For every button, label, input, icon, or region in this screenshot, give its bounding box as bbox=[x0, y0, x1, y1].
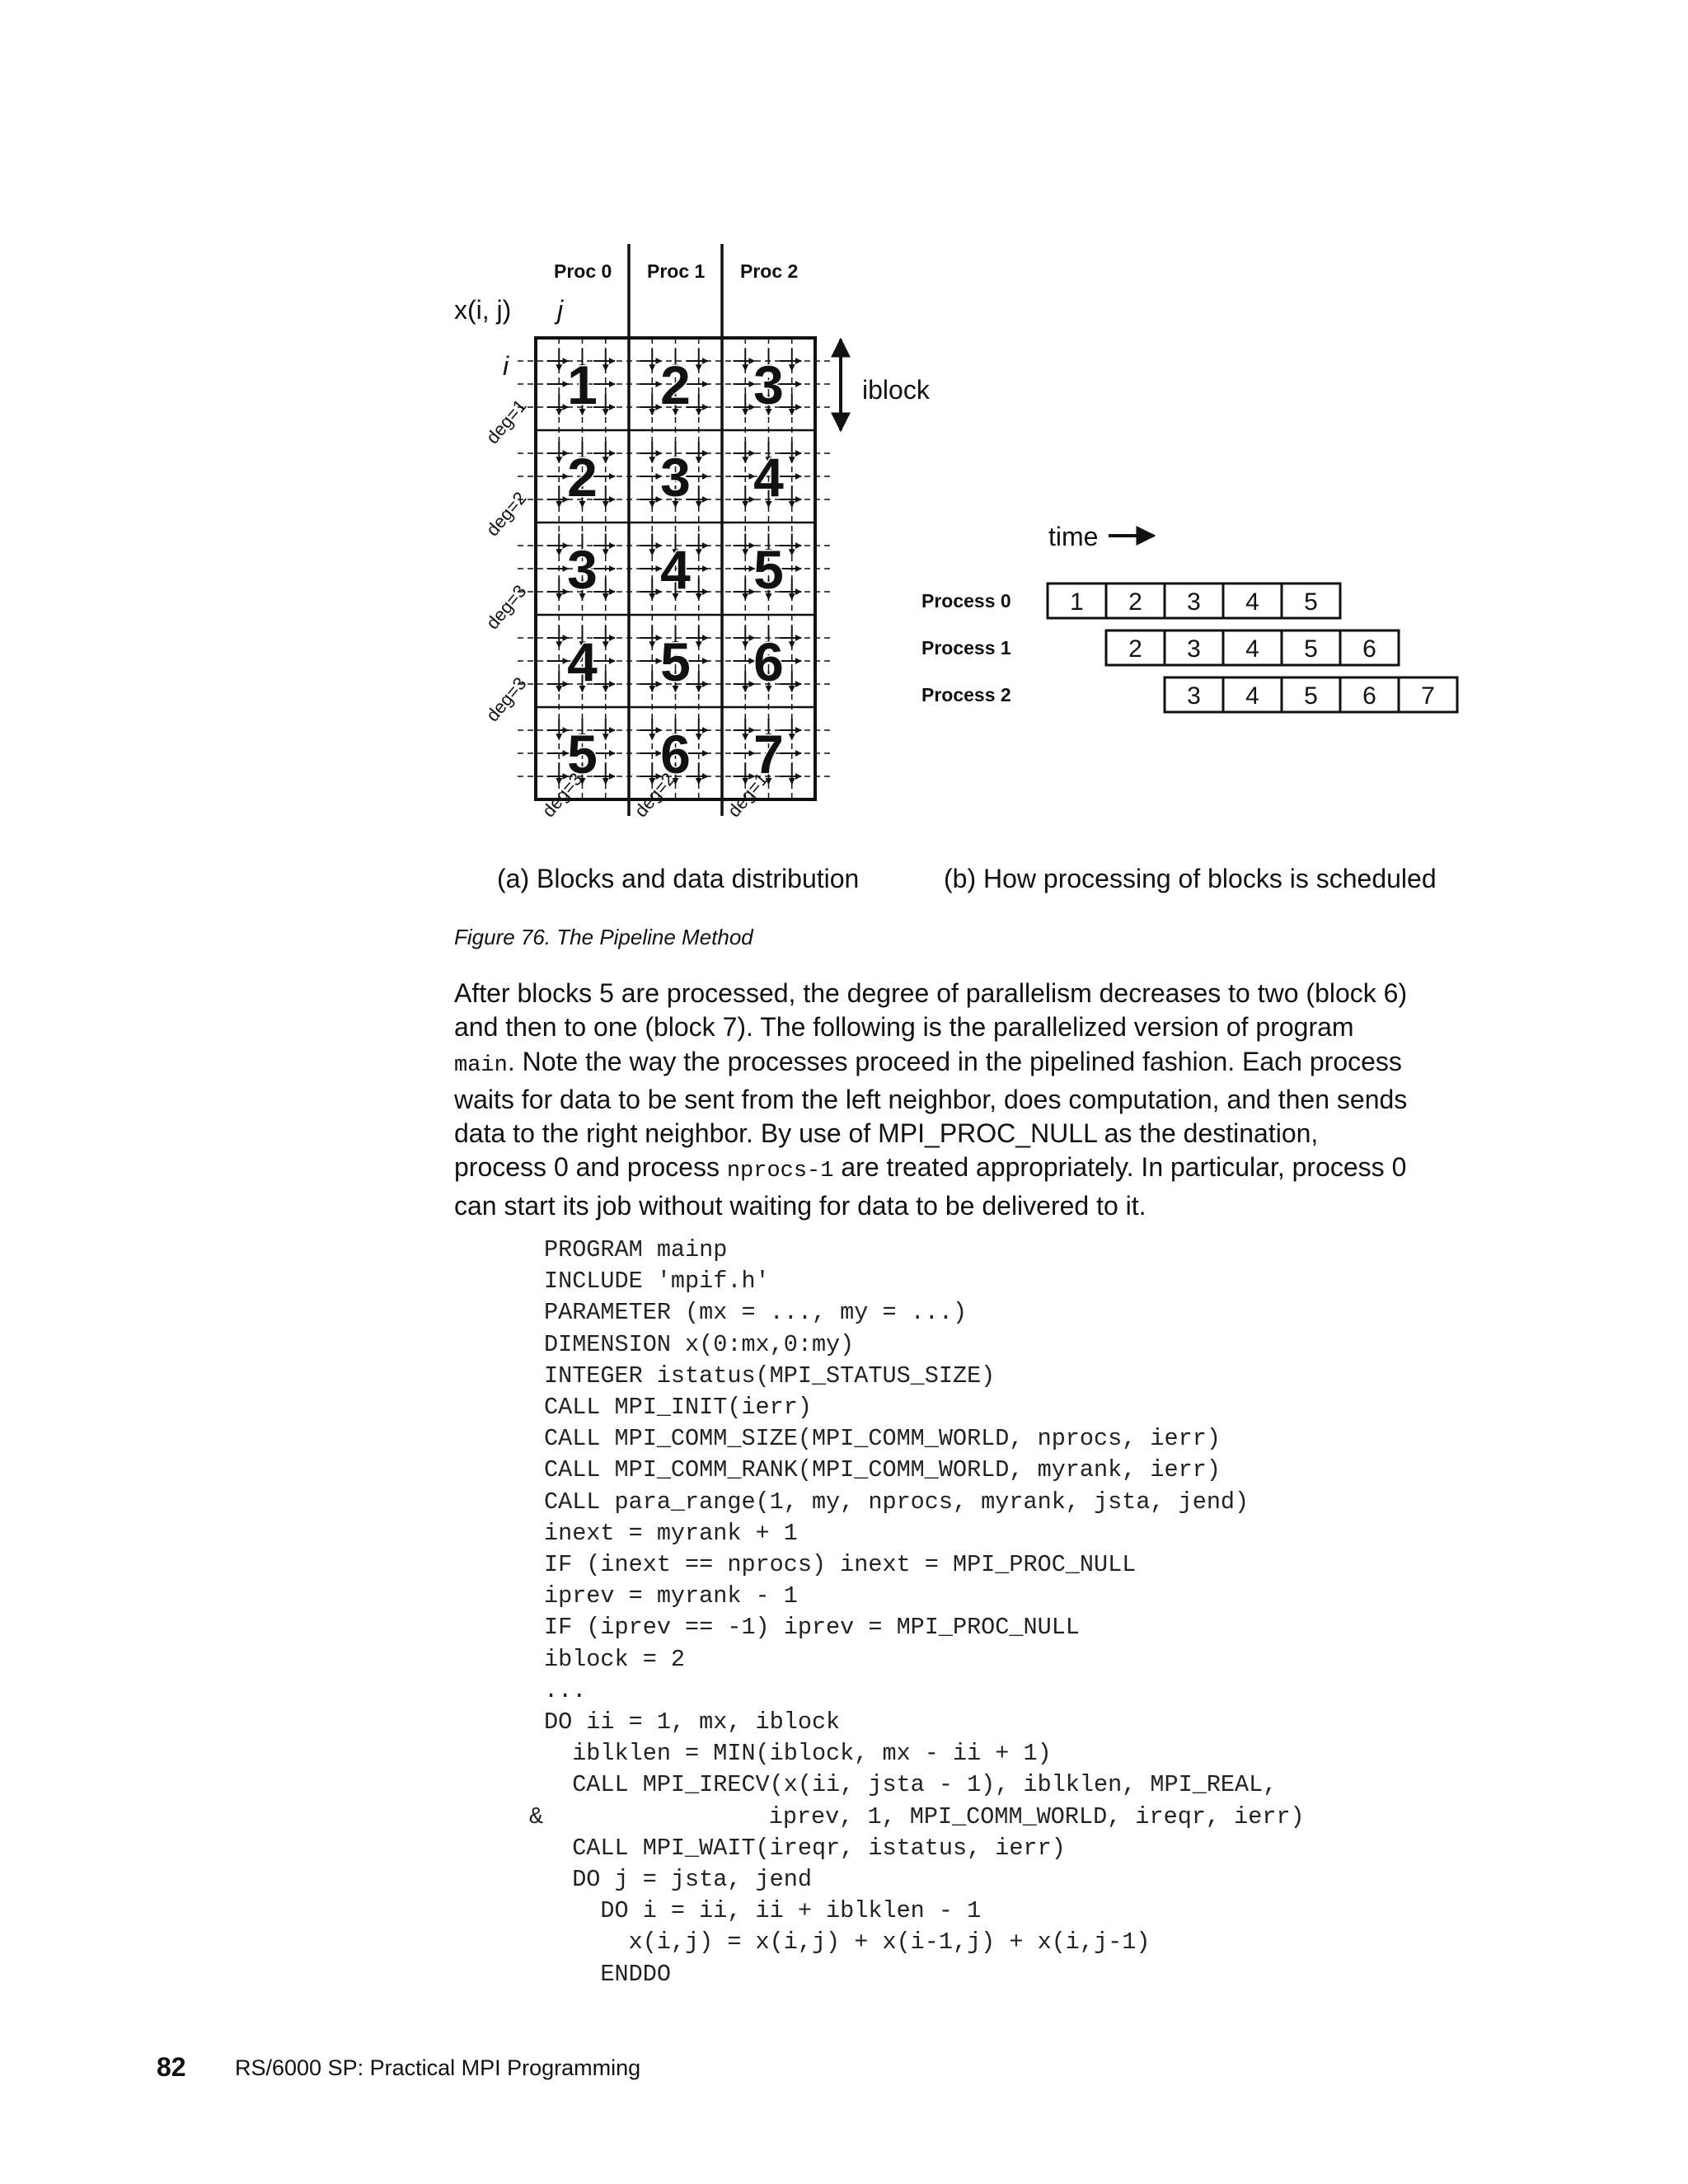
code-line: IF (inext == nprocs) inext = MPI_PROC_NULL bbox=[544, 1551, 1137, 1579]
page-number: 82 bbox=[157, 2052, 186, 2082]
i-axis-label: i bbox=[503, 351, 509, 381]
schedule-chart bbox=[921, 522, 1457, 712]
proc-1-label: Proc 1 bbox=[647, 260, 706, 282]
code-line: CALL para_range(1, my, nprocs, myrank, jsta, jend) bbox=[544, 1488, 1250, 1516]
code-line: iblklen = MIN(iblock, mx - ii + 1) bbox=[544, 1740, 1052, 1768]
code-line: CALL MPI_INIT(ierr) bbox=[544, 1394, 812, 1422]
schedule-block-number: 3 bbox=[1187, 682, 1201, 710]
block-number: 4 bbox=[753, 447, 784, 508]
grid-labels bbox=[454, 260, 931, 821]
deg-label-col-1: deg=3 bbox=[537, 768, 587, 822]
block-number: 1 bbox=[567, 354, 598, 415]
subcaption-b: (b) How processing of blocks is scheduled bbox=[944, 864, 1437, 893]
block-number: 3 bbox=[753, 354, 784, 415]
block-number: 4 bbox=[660, 539, 691, 600]
body-paragraph bbox=[454, 977, 1484, 1223]
code-line: ENDDO bbox=[544, 1960, 671, 1988]
schedule-block-number: 2 bbox=[1128, 588, 1142, 616]
code-line: DO ii = 1, mx, iblock bbox=[544, 1708, 841, 1736]
block-number: 6 bbox=[753, 631, 784, 692]
time-label: time bbox=[1048, 522, 1099, 551]
block-grid bbox=[518, 244, 833, 816]
schedule-block-number: 2 bbox=[1128, 635, 1142, 663]
schedule-block-number: 4 bbox=[1245, 588, 1259, 616]
code-line: PROGRAM mainp bbox=[544, 1236, 728, 1263]
deg-label-row-3: deg=3 bbox=[481, 580, 531, 634]
code-line: IF (iprev == -1) iprev = MPI_PROC_NULL bbox=[544, 1614, 1080, 1642]
code-listing bbox=[529, 1235, 1305, 1990]
inline-code-main: main bbox=[454, 1052, 508, 1078]
deg-label-row-2: deg=2 bbox=[481, 487, 531, 541]
figure-caption: Figure 76. The Pipeline Method bbox=[454, 925, 753, 949]
deg-label-row-4: deg=3 bbox=[481, 673, 531, 726]
process-label-2: Process 2 bbox=[921, 684, 1011, 705]
deg-label-col-3: deg=1 bbox=[723, 768, 772, 822]
process-label-1: Process 1 bbox=[921, 637, 1011, 658]
j-axis-label: j bbox=[557, 295, 564, 325]
code-line: INTEGER istatus(MPI_STATUS_SIZE) bbox=[544, 1361, 996, 1390]
inline-code-nprocs: nprocs-1 bbox=[726, 1159, 834, 1184]
block-number: 2 bbox=[660, 354, 691, 415]
code-line: INCLUDE 'mpif.h' bbox=[544, 1268, 770, 1296]
block-number: 5 bbox=[567, 724, 598, 785]
deg-label-col-2: deg=2 bbox=[630, 768, 679, 822]
footer-title: RS/6000 SP: Practical MPI Programming bbox=[235, 2055, 641, 2080]
schedule-block-number: 6 bbox=[1362, 682, 1376, 710]
code-line: CALL MPI_COMM_SIZE(MPI_COMM_WORLD, nprocs, ierr) bbox=[544, 1425, 1221, 1453]
paragraph-line: and then to one (block 7). The following is the parallelized version of program bbox=[454, 1012, 1354, 1043]
proc-0-label: Proc 0 bbox=[554, 260, 612, 282]
code-line: PARAMETER (mx = ..., my = ...) bbox=[544, 1299, 968, 1327]
code-line: DIMENSION x(0:mx,0:my) bbox=[544, 1330, 855, 1358]
schedule-block-number: 7 bbox=[1421, 682, 1435, 710]
pipeline-figure bbox=[0, 0, 1688, 923]
code-line: & iprev, 1, MPI_COMM_WORLD, ireqr, ierr) bbox=[529, 1802, 1305, 1830]
deg-label-row-1: deg=1 bbox=[481, 395, 531, 448]
block-number: 5 bbox=[660, 631, 691, 692]
code-line: DO j = jsta, jend bbox=[544, 1866, 812, 1894]
schedule-block-number: 4 bbox=[1245, 635, 1259, 663]
proc-2-label: Proc 2 bbox=[740, 260, 799, 282]
code-line: iprev = myrank - 1 bbox=[544, 1582, 798, 1610]
array-label: x(i, j) bbox=[454, 295, 512, 325]
block-number: 7 bbox=[753, 724, 784, 785]
code-line: CALL MPI_COMM_RANK(MPI_COMM_WORLD, myrank, ierr) bbox=[544, 1456, 1221, 1484]
paragraph-line: After blocks 5 are processed, the degree of parallelism decreases to two (block 6) bbox=[454, 978, 1408, 1008]
iblock-label: iblock bbox=[862, 375, 930, 405]
code-line: x(i,j) = x(i,j) + x(i-1,j) + x(i,j-1) bbox=[544, 1929, 1151, 1957]
paragraph-line: can start its job without waiting for data to be delivered to it. bbox=[454, 1190, 1146, 1221]
schedule-block-number: 1 bbox=[1070, 588, 1084, 616]
schedule-block-number: 5 bbox=[1304, 682, 1318, 710]
code-line: DO i = ii, ii + iblklen - 1 bbox=[544, 1897, 982, 1925]
schedule-block-number: 4 bbox=[1245, 682, 1259, 710]
schedule-block-number: 5 bbox=[1304, 588, 1318, 616]
block-number: 5 bbox=[753, 539, 784, 600]
schedule-block-number: 3 bbox=[1187, 588, 1201, 616]
block-number: 3 bbox=[567, 539, 598, 600]
paragraph-line bbox=[454, 1045, 1484, 1083]
paragraph-line bbox=[454, 1151, 1484, 1188]
code-line: inext = myrank + 1 bbox=[544, 1519, 798, 1547]
block-number: 4 bbox=[567, 631, 598, 692]
paragraph-line: data to the right neighbor. By use of MPI_PROC_NULL as the destination, bbox=[454, 1118, 1319, 1149]
paragraph-text: process 0 and process bbox=[454, 1152, 727, 1183]
block-number: 3 bbox=[660, 447, 691, 508]
paragraph-line: waits for data to be sent from the left neighbor, does computation, and then sends bbox=[454, 1084, 1408, 1114]
paragraph-text: . Note the way the processes proceed in the pipelined fashion. Each process bbox=[507, 1046, 1402, 1076]
process-label-0: Process 0 bbox=[921, 590, 1011, 612]
block-number: 2 bbox=[567, 447, 598, 508]
block-number: 6 bbox=[660, 724, 691, 785]
schedule-block-number: 5 bbox=[1304, 635, 1318, 663]
code-line: ... bbox=[544, 1676, 587, 1704]
code-line: CALL MPI_IRECV(x(ii, jsta - 1), iblklen, MPI_REAL, bbox=[544, 1771, 1278, 1799]
code-line: CALL MPI_WAIT(ireqr, istatus, ierr) bbox=[544, 1834, 1066, 1862]
paragraph-text: are treated appropriately. In particular, process 0 bbox=[833, 1152, 1407, 1183]
schedule-block-number: 6 bbox=[1362, 635, 1376, 663]
code-line: iblock = 2 bbox=[544, 1645, 686, 1673]
subcaption-a: (a) Blocks and data distribution bbox=[497, 864, 860, 893]
schedule-block-number: 3 bbox=[1187, 635, 1201, 663]
